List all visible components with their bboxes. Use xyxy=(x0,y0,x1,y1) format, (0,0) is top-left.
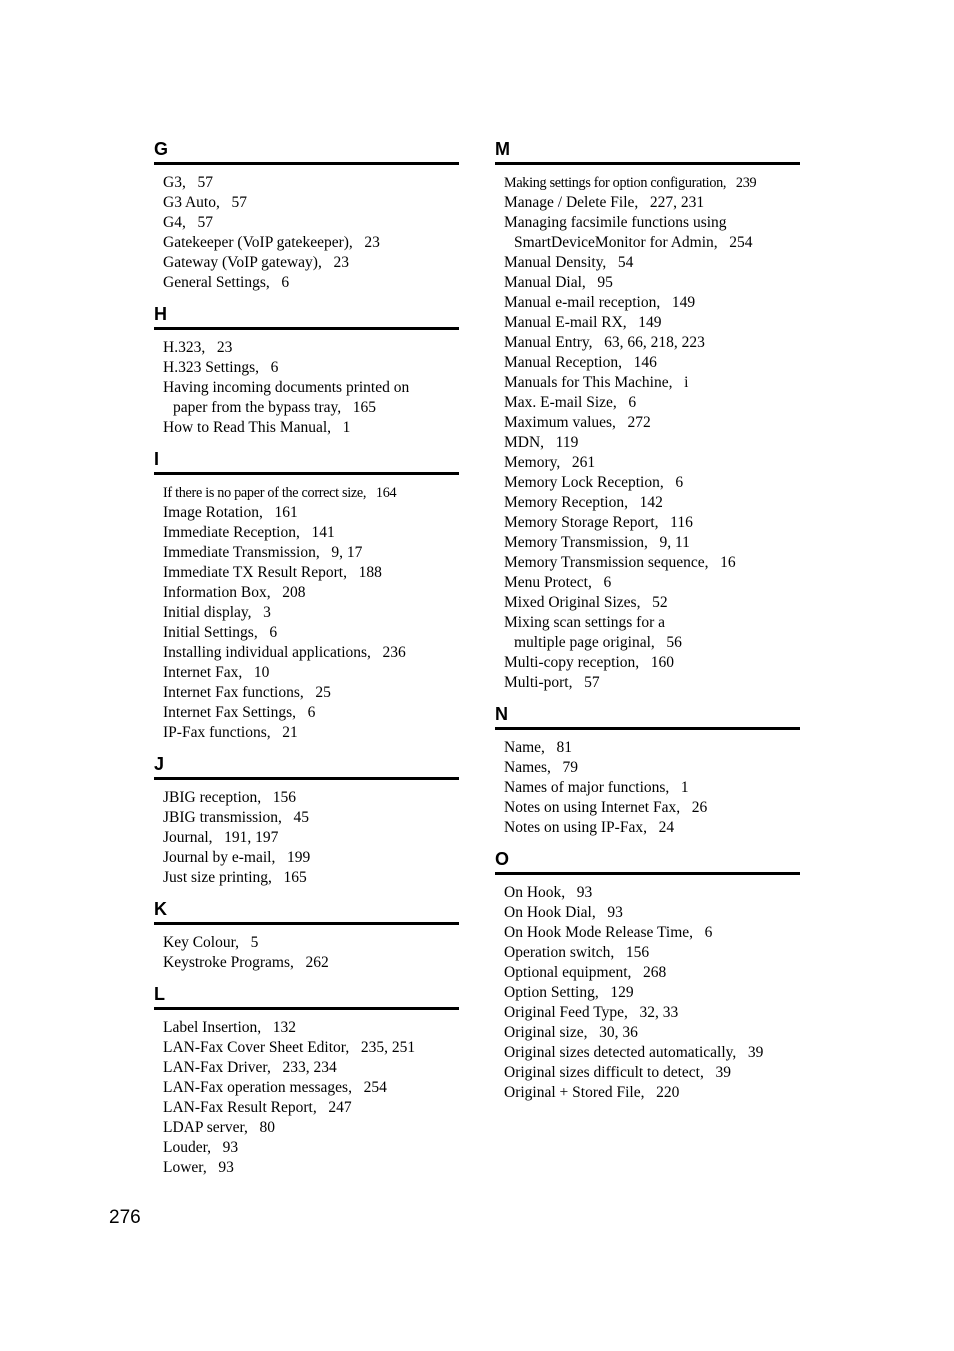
entry-text: Immediate Transmission, 9, 17 xyxy=(163,544,363,561)
index-section-g xyxy=(154,138,459,293)
index-entry xyxy=(154,583,459,603)
index-entry xyxy=(154,503,459,523)
index-entry xyxy=(495,353,800,373)
index-entry xyxy=(154,868,459,888)
index-entry xyxy=(154,848,459,868)
entry-text: Memory Reception, 142 xyxy=(504,494,663,511)
entry-continuation: paper from the bypass tray, 165 xyxy=(173,399,377,416)
index-entry xyxy=(495,433,800,453)
index-entry xyxy=(495,1023,800,1043)
entry-text: Gatekeeper (VoIP gatekeeper), 23 xyxy=(163,234,380,251)
page-number: 276 xyxy=(109,1207,141,1228)
index-entry xyxy=(495,923,800,943)
index-entry xyxy=(154,378,459,418)
index-section-o xyxy=(495,848,800,1103)
entry-text: Name, 81 xyxy=(504,739,573,756)
entry-text: Manual Density, 54 xyxy=(504,254,634,271)
entry-text: Original sizes detected automatically, 39 xyxy=(504,1044,764,1061)
entry-text: On Hook Mode Release Time, 6 xyxy=(504,924,713,941)
index-entry xyxy=(154,253,459,273)
entry-text: Original Feed Type, 32, 33 xyxy=(504,1004,679,1021)
entry-text: Memory Lock Reception, 6 xyxy=(504,474,684,491)
entry-list xyxy=(154,925,459,973)
section-letter: K xyxy=(154,898,459,925)
index-column-left xyxy=(154,138,459,1188)
section-letter: M xyxy=(495,138,800,165)
entry-text: LAN-Fax Driver, 233, 234 xyxy=(163,1059,337,1076)
entry-text: Multi-copy reception, 160 xyxy=(504,654,675,671)
entry-text: Information Box, 208 xyxy=(163,584,306,601)
entry-text: Option Setting, 129 xyxy=(504,984,634,1001)
entry-text: Max. E-mail Size, 6 xyxy=(504,394,637,411)
entry-text: Immediate Reception, 141 xyxy=(163,524,335,541)
entry-text: Keystroke Programs, 262 xyxy=(163,954,329,971)
index-entry xyxy=(495,653,800,673)
entry-text: Image Rotation, 161 xyxy=(163,504,298,521)
entry-text: Lower, 93 xyxy=(163,1159,234,1176)
entry-text: Memory Storage Report, 116 xyxy=(504,514,693,531)
section-letter: N xyxy=(495,703,800,730)
index-entry xyxy=(154,808,459,828)
index-entry xyxy=(495,453,800,473)
entry-text: Internet Fax, 10 xyxy=(163,664,270,681)
index-entry xyxy=(154,603,459,623)
index-entry xyxy=(154,338,459,358)
index-entry xyxy=(495,393,800,413)
entry-text: H.323, 23 xyxy=(163,339,233,356)
index-section-i xyxy=(154,448,459,743)
index-section-n xyxy=(495,703,800,838)
index-entry xyxy=(495,553,800,573)
entry-text: MDN, 119 xyxy=(504,434,579,451)
entry-text: Multi-port, 57 xyxy=(504,674,600,691)
index-column-right xyxy=(495,138,800,1113)
entry-text: Memory, 261 xyxy=(504,454,596,471)
entry-text: Initial display, 3 xyxy=(163,604,271,621)
index-entry xyxy=(154,723,459,743)
index-entry xyxy=(154,1158,459,1178)
entry-text: Operation switch, 156 xyxy=(504,944,650,961)
entry-text: LAN-Fax operation messages, 254 xyxy=(163,1079,387,1096)
entry-text: Louder, 93 xyxy=(163,1139,239,1156)
index-entry xyxy=(154,193,459,213)
entry-list xyxy=(495,875,800,1103)
entry-list xyxy=(495,165,800,693)
entry-list xyxy=(154,1010,459,1178)
section-letter: G xyxy=(154,138,459,165)
entry-text: How to Read This Manual, 1 xyxy=(163,419,351,436)
entry-text: Memory Transmission, 9, 11 xyxy=(504,534,690,551)
entry-text: Label Insertion, 132 xyxy=(163,1019,297,1036)
index-entry xyxy=(495,1003,800,1023)
index-entry xyxy=(495,513,800,533)
entry-text: Mixed Original Sizes, 52 xyxy=(504,594,668,611)
section-letter: O xyxy=(495,848,800,875)
index-entry xyxy=(495,1043,800,1063)
index-entry xyxy=(495,1083,800,1103)
entry-text: LAN-Fax Result Report, 247 xyxy=(163,1099,352,1116)
index-entry xyxy=(154,563,459,583)
index-entry xyxy=(154,933,459,953)
section-letter: J xyxy=(154,753,459,780)
entry-text: Manage / Delete File, 227, 231 xyxy=(504,194,705,211)
entry-text: Manual Entry, 63, 66, 218, 223 xyxy=(504,334,705,351)
entry-text: H.323 Settings, 6 xyxy=(163,359,279,376)
index-entry xyxy=(154,1058,459,1078)
entry-text: Optional equipment, 268 xyxy=(504,964,667,981)
index-entry xyxy=(154,1098,459,1118)
entry-text: Making settings for option configuration, 239 xyxy=(504,175,757,191)
index-entry xyxy=(495,273,800,293)
index-entry xyxy=(495,1063,800,1083)
entry-text: Just size printing, 165 xyxy=(163,869,307,886)
entry-text: Manuals for This Machine, i xyxy=(504,374,689,391)
index-entry xyxy=(154,828,459,848)
index-section-j xyxy=(154,753,459,888)
index-entry xyxy=(154,1018,459,1038)
index-entry xyxy=(495,943,800,963)
entry-text: Names, 79 xyxy=(504,759,579,776)
entry-text: Menu Protect, 6 xyxy=(504,574,612,591)
index-entry xyxy=(154,1038,459,1058)
entry-list xyxy=(154,780,459,888)
entry-text: Mixing scan settings for a xyxy=(504,614,666,631)
index-entry xyxy=(154,953,459,973)
entry-text: Original + Stored File, 220 xyxy=(504,1084,680,1101)
entry-text: Manual Reception, 146 xyxy=(504,354,657,371)
entry-text: JBIG transmission, 45 xyxy=(163,809,309,826)
index-entry xyxy=(495,798,800,818)
section-letter: I xyxy=(154,448,459,475)
index-entry xyxy=(154,1078,459,1098)
index-section-m xyxy=(495,138,800,693)
index-entry xyxy=(495,333,800,353)
entry-text: Having incoming documents printed on xyxy=(163,379,410,396)
entry-list xyxy=(495,730,800,838)
index-entry xyxy=(154,643,459,663)
index-entry xyxy=(495,193,800,213)
index-entry xyxy=(154,273,459,293)
entry-text: Original size, 30, 36 xyxy=(504,1024,638,1041)
index-entry xyxy=(495,963,800,983)
entry-continuation: SmartDeviceMonitor for Admin, 254 xyxy=(514,234,753,251)
index-entry xyxy=(154,788,459,808)
index-entry xyxy=(154,663,459,683)
index-entry xyxy=(154,523,459,543)
entry-text: Managing facsimile functions using xyxy=(504,214,727,231)
entry-text: Gateway (VoIP gateway), 23 xyxy=(163,254,349,271)
index-entry xyxy=(154,683,459,703)
entry-text: G3 Auto, 57 xyxy=(163,194,247,211)
index-entry xyxy=(495,573,800,593)
index-entry xyxy=(154,543,459,563)
entry-text: Manual e-mail reception, 149 xyxy=(504,294,696,311)
entry-text: Notes on using IP-Fax, 24 xyxy=(504,819,675,836)
index-entry xyxy=(154,483,459,503)
index-entry xyxy=(154,358,459,378)
entry-text: Manual E-mail RX, 149 xyxy=(504,314,662,331)
index-entry xyxy=(154,1138,459,1158)
entry-text: LAN-Fax Cover Sheet Editor, 235, 251 xyxy=(163,1039,416,1056)
index-entry xyxy=(495,983,800,1003)
entry-continuation: multiple page original, 56 xyxy=(514,634,682,651)
index-entry xyxy=(495,738,800,758)
index-entry xyxy=(495,313,800,333)
entry-text: G4, 57 xyxy=(163,214,213,231)
entry-text: On Hook Dial, 93 xyxy=(504,904,623,921)
index-entry xyxy=(495,673,800,693)
entry-list xyxy=(154,330,459,438)
entry-text: Memory Transmission sequence, 16 xyxy=(504,554,736,571)
entry-text: General Settings, 6 xyxy=(163,274,290,291)
entry-text: Internet Fax functions, 25 xyxy=(163,684,331,701)
entry-text: If there is no paper of the correct size, 164 xyxy=(163,485,397,501)
index-section-h xyxy=(154,303,459,438)
index-entry xyxy=(495,413,800,433)
index-entry xyxy=(495,778,800,798)
index-entry xyxy=(495,903,800,923)
entry-list xyxy=(154,165,459,293)
entry-text: Journal by e-mail, 199 xyxy=(163,849,311,866)
entry-text: G3, 57 xyxy=(163,174,213,191)
index-entry xyxy=(495,883,800,903)
entry-text: Key Colour, 5 xyxy=(163,934,259,951)
index-entry xyxy=(495,213,800,253)
entry-text: Initial Settings, 6 xyxy=(163,624,278,641)
entry-text: LDAP server, 80 xyxy=(163,1119,276,1136)
index-entry xyxy=(495,253,800,273)
index-entry xyxy=(154,703,459,723)
index-entry xyxy=(495,613,800,653)
entry-text: Original sizes difficult to detect, 39 xyxy=(504,1064,731,1081)
entry-list xyxy=(154,475,459,743)
index-entry xyxy=(154,233,459,253)
index-entry xyxy=(495,758,800,778)
entry-text: Journal, 191, 197 xyxy=(163,829,279,846)
index-entry xyxy=(154,1118,459,1138)
entry-text: Maximum values, 272 xyxy=(504,414,651,431)
entry-text: Names of major functions, 1 xyxy=(504,779,689,796)
index-entry xyxy=(495,293,800,313)
section-letter: H xyxy=(154,303,459,330)
section-letter: L xyxy=(154,983,459,1010)
index-entry xyxy=(495,373,800,393)
entry-text: Installing individual applications, 236 xyxy=(163,644,406,661)
index-entry xyxy=(154,213,459,233)
entry-text: Immediate TX Result Report, 188 xyxy=(163,564,382,581)
entry-text: Internet Fax Settings, 6 xyxy=(163,704,316,721)
index-entry xyxy=(495,533,800,553)
index-entry xyxy=(154,418,459,438)
index-section-l xyxy=(154,983,459,1178)
entry-text: Notes on using Internet Fax, 26 xyxy=(504,799,708,816)
index-entry xyxy=(154,173,459,193)
index-entry xyxy=(495,473,800,493)
index-entry xyxy=(495,593,800,613)
entry-text: Manual Dial, 95 xyxy=(504,274,613,291)
index-entry xyxy=(495,173,800,193)
index-section-k xyxy=(154,898,459,973)
entry-text: IP-Fax functions, 21 xyxy=(163,724,298,741)
entry-text: JBIG reception, 156 xyxy=(163,789,297,806)
index-entry xyxy=(154,623,459,643)
index-entry xyxy=(495,493,800,513)
entry-text: On Hook, 93 xyxy=(504,884,593,901)
index-entry xyxy=(495,818,800,838)
